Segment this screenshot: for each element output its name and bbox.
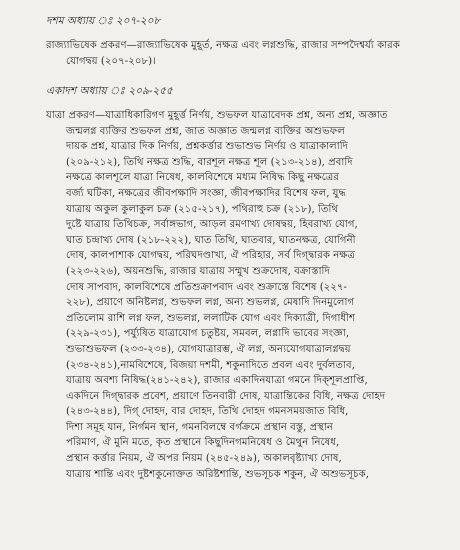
- paragraph-line: (২০৯-২১২), তিথি নক্ষত্র শুদ্ধি, বারশূল নক্ষত্র শূল (২১৩-২১৪), প্রবাদি: [66, 156, 353, 168]
- paragraph-line: (২২৩-২২৬), অয়নশুদ্ধি, রাজার যাত্রায় সম্মুখ শুক্রদোষ, বক্রাস্তাদি: [66, 265, 330, 277]
- paragraph-line: একদিনে দিগ্দ্বারক প্রবেশ, প্রয়াণে তিনবারী দোষ, যাত্রান্তিকের বিধি, নক্ষত্র দোহদ: [66, 390, 386, 402]
- paragraph-line: যাত্রায় অবশ্য নিষিদ্ধ(২৪১-২৪২), রাজার একাদিনযাত্রা গমনে দিক্শূলপ্রাপ্তি,: [66, 375, 368, 387]
- chapter-10-heading: দশম অধ্যায় ঃ ২০৭-২০৮: [46, 15, 161, 27]
- paragraph-line: যোগদ্বয় (২০৭-২০৮)।: [66, 55, 156, 67]
- paragraph-line: প্রতিলোম রাশি লগ্ন ফল, শুভলগ্ন, ললাটিক যোগ এবং দিক্যাত্রী, দিগাধীশ: [66, 312, 356, 324]
- paragraph-line: নক্ষত্রে কালশূলে যাত্রা নিষেধ, কালবিশেষে মধ্যম নিষিদ্ধ কিছু নক্ষত্রের: [66, 172, 339, 184]
- paragraph-line: ঘাত চন্দ্রাখ্য দোষ (২১৮-২২২), ঘাত তিথি, ঘাতবার, ঘাতনক্ষত্র, যোগিনী: [66, 234, 356, 246]
- paragraph-line: (২৩৪-২৪১),নামবিশেষে, বিজয়া দশমী, শকুনাদিতে প্রবল এবং দুর্বলতাব,: [66, 359, 355, 371]
- paragraph-line: পরিমাণ, ঐ মুনি মতে, কৃত প্রস্থানে কিছুদিনগমনিষেধ ও মৈথুন নিষেধ,: [66, 437, 340, 449]
- paragraph-line: বর্জ্য ঘটিকা, নক্ষত্রের জীবপক্ষাদি সংজ্ঞা, জীবপক্ষাদির বিশেষ ফল, যুদ্ধ: [66, 187, 347, 199]
- paragraph-line: প্রস্থান কর্ত্তার নিয়ম, ঐ অপর নিয়ম (২৪৫-২৪৯), অকালবৃষ্ট্যাখ্য দোষ,: [66, 453, 342, 465]
- paragraph-line: (২৪৩-২৪৪), দিগ্ দোহদ, বার দোহদ, তিথি দোহদ গমনসময়জাত বিধি,: [66, 406, 349, 418]
- paragraph-line: যাত্রায় শান্তি এবং দুষ্টশকুনোক্তত অরিষ্টশান্তি, শুভসূচক শকুন, ঐ অশুভসূচক,: [66, 468, 369, 480]
- chapter-11-section: [46, 84, 432, 482]
- paragraph-line: (২২৯-২৩১), পর্য্যুষিত যাত্রাযোগ চতুষ্টয়, সমবল, লগ্নাদি ভাবের সংজ্ঞা,: [66, 328, 350, 340]
- paragraph-line: জন্মলগ্ন ব্যক্তির শুভফল প্রশ্ন, জাত অজ্ঞাত জন্মলগ্ন ব্যক্তির অশুভফল: [66, 125, 345, 137]
- paragraph-line: ২২৮), প্রয়াণে অনিষ্টলগ্ন, শুভফল লগ্ন, অন্য শুভলগ্ন, মেষাদি দিনমুলোগ: [66, 297, 355, 309]
- paragraph-line: দিশা সমূহ যান, নির্গমন স্থান, গমনবিলম্বে বর্গক্রমে প্রস্থান বস্তু, প্রস্থান: [66, 421, 333, 433]
- chapter-10-section: [46, 14, 432, 69]
- paragraph-line: যাত্রায় অকুল কুলাকুল চক্র (২১৫-২১৭), পথিরাহু চক্র (২১৮), তিথি: [66, 203, 339, 215]
- paragraph-line: দোষ সাপবাদ, কালবিশেষে প্রতিশুক্রাপবাদ এবং শুক্রাস্তে বিশেষ (২২৭-: [66, 281, 348, 293]
- paragraph-line: দায়ক প্রশ্ন, যাত্রার দিক নির্ণয়, প্রশ্নকর্ত্তার শুভাশুভ নির্ণয় ও যাত্রাকালাদি: [66, 141, 348, 153]
- paragraph-line: যাত্রা প্রকরণ—যাত্রাধিকারিগণ মুহূর্ত্ত নির্ণয়, শুভফল যাত্রাবেদক প্রশ্ন, অন্য প্রশ্ন, অজ্ঞাত: [46, 110, 388, 121]
- paragraph-line: শুভাশুভফল (২৩৩-২৩৪), যোগযাত্রারম্ভ, ঐ লগ্ন, অন্যযোগযাত্রালগ্নদ্বয়: [66, 343, 351, 355]
- chapter-10-paragraph: [46, 38, 432, 69]
- paragraph-line: দুষ্টে যাত্রায় তিথিচক্র, সর্বাঙ্গভাগ, আড়ল রমণাখ্য দোষদ্বয়, হিবরাখ্য যোগ,: [66, 219, 358, 231]
- chapter-11-heading: একাদশ অধ্যায় ঃ ২০৯-২৫৫: [46, 85, 173, 97]
- paragraph-line: রাজ্যাভিষেক প্রকরণ—রাজ্যাভিষেক মুহূর্ত, নক্ষত্র এবং লগ্নশুদ্ধি, রাজার সম্পদৈশ্বর্য্য কারক: [46, 40, 400, 51]
- chapter-11-paragraph: [46, 108, 432, 482]
- paragraph-line: দোষ, কালপাশাক যোগদ্বয়, পরিঘদণ্ডাখ্য, ঐ পরিহার, সর্ব দিগ্দ্বারক নক্ষত্র: [66, 250, 356, 262]
